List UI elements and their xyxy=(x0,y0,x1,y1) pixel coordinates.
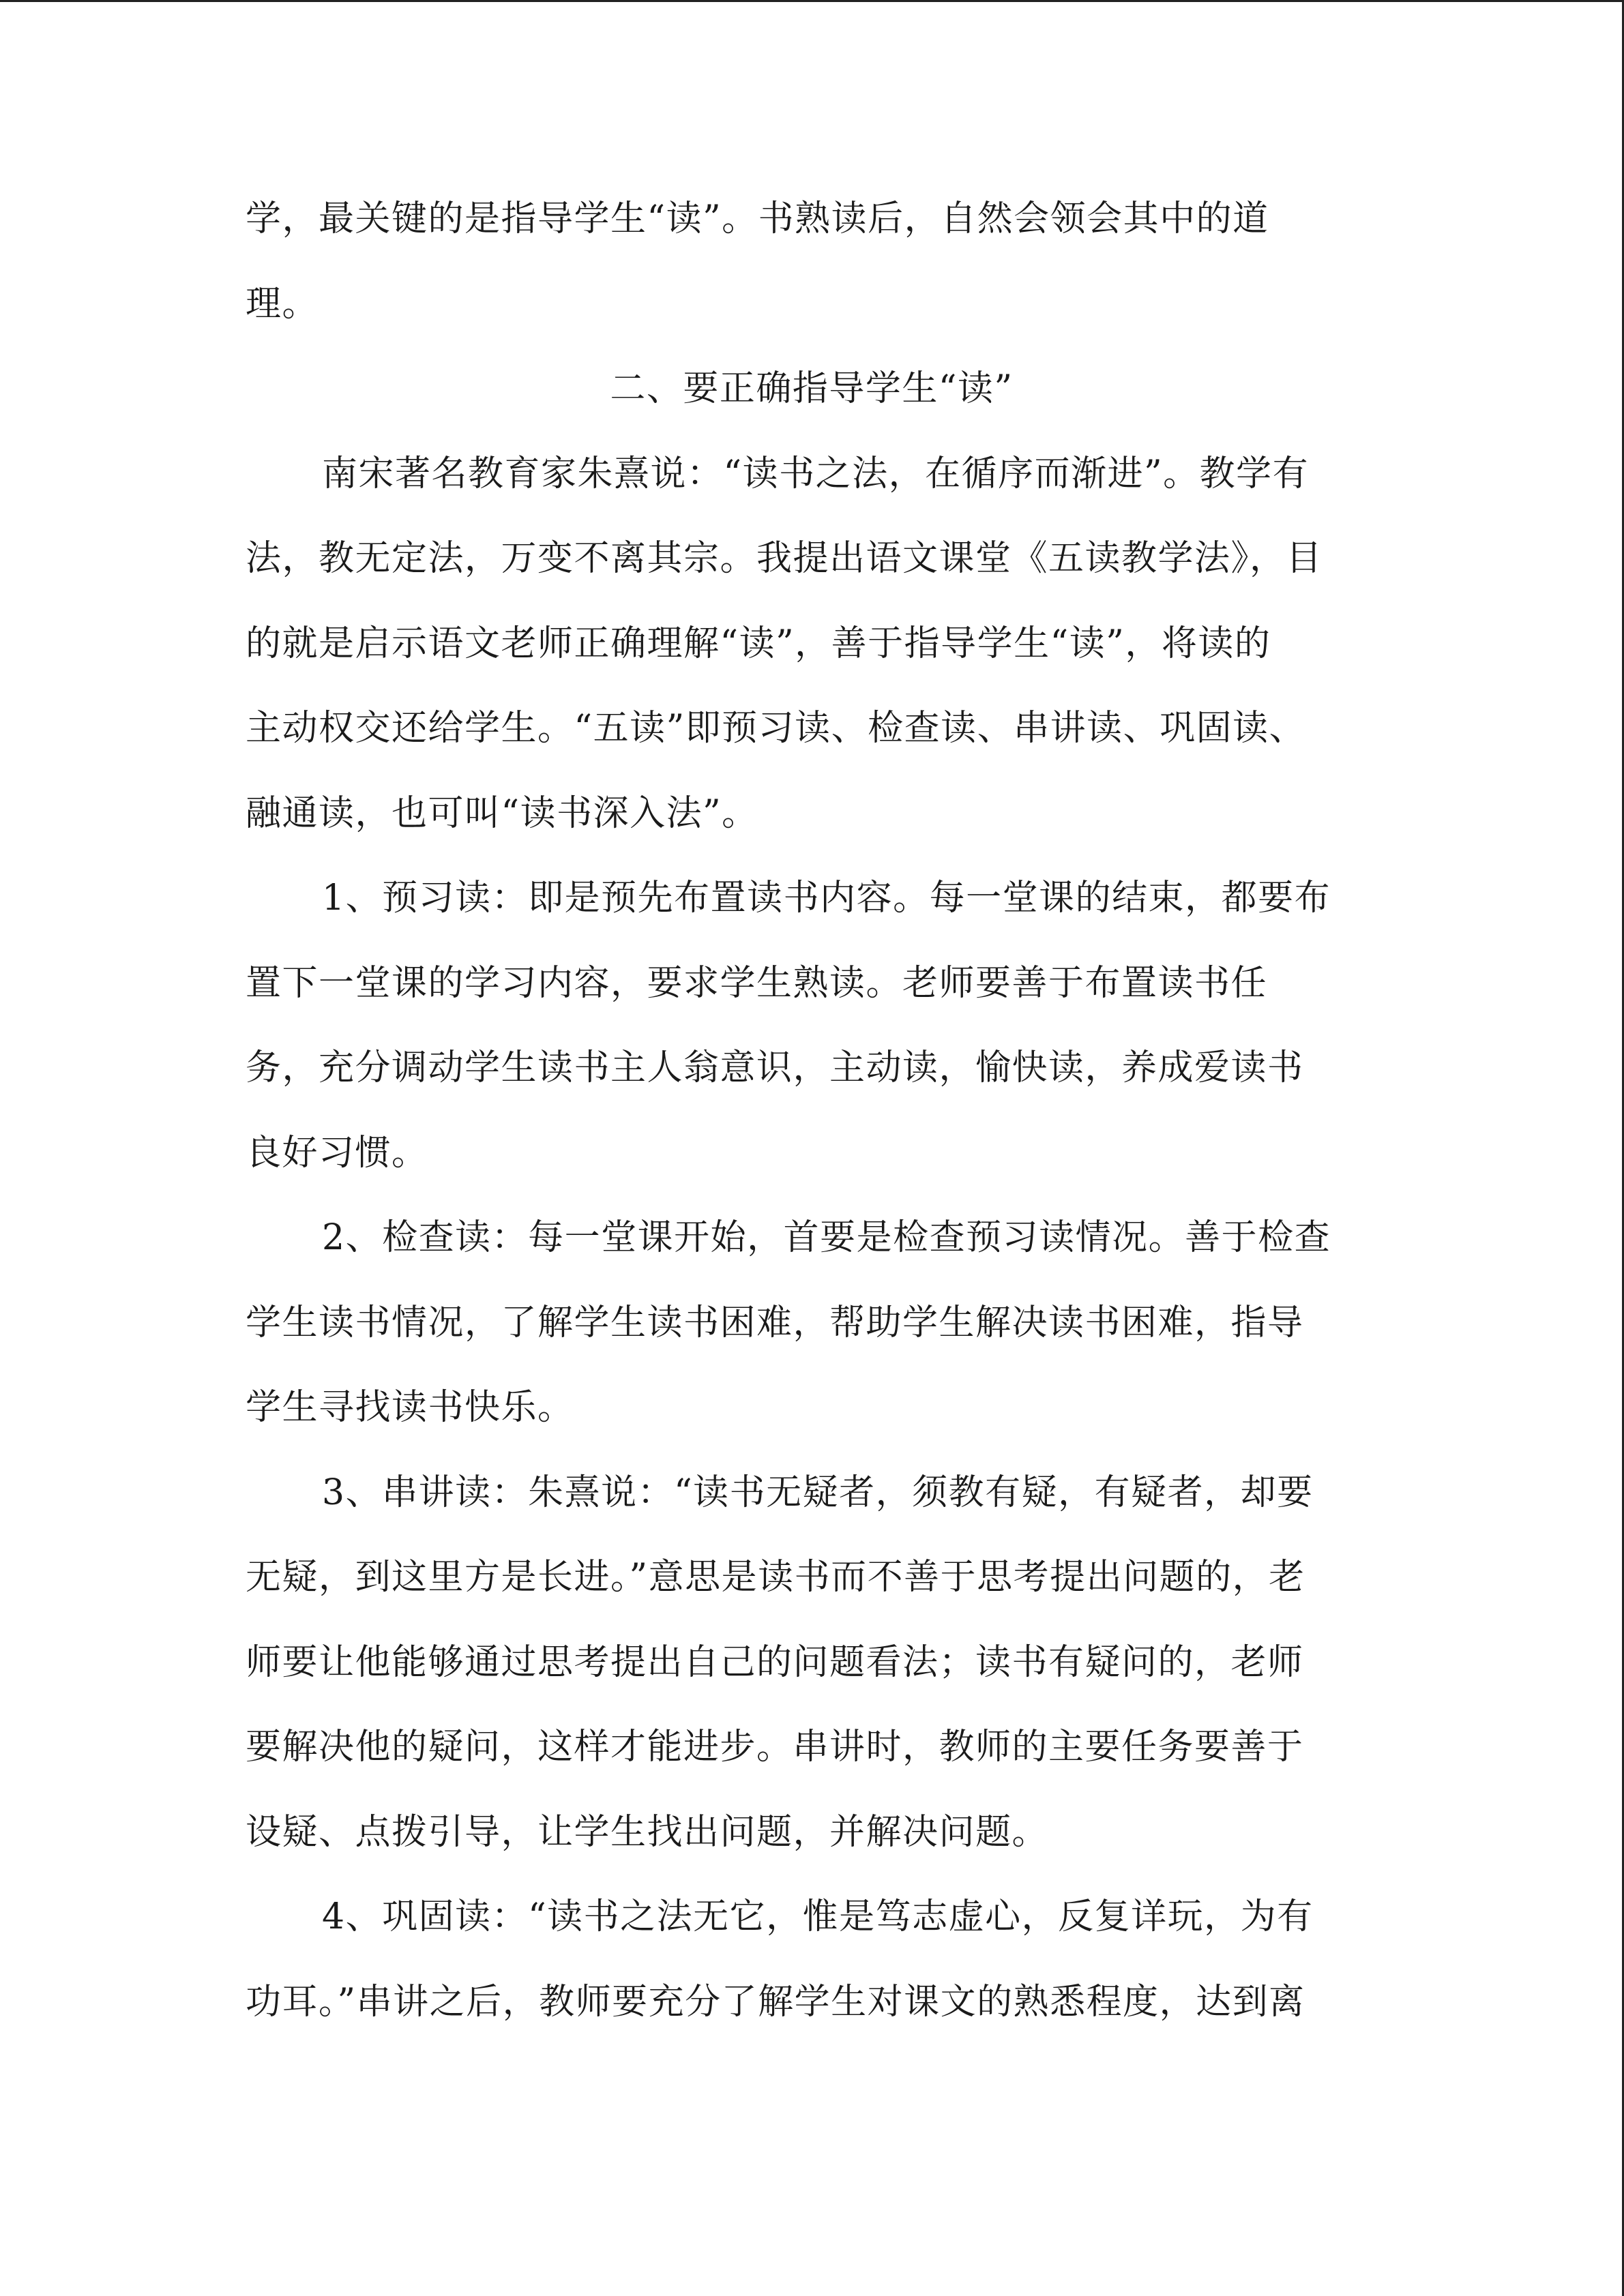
text-line: 置下一堂课的学习内容，要求学生熟读。老师要善于布置读书任 xyxy=(246,962,1268,1004)
text-line: 设疑、点拨引导，让学生找出问题，并解决问题。 xyxy=(246,1811,1049,1853)
text-line: 功耳。”串讲之后，教师要充分了解学生对课文的熟悉程度，达到离 xyxy=(246,1981,1305,2023)
text-line: 融通读，也可叫“读书深入法”。 xyxy=(246,792,758,834)
text-line: 主动权交还给学生。“五读”即预习读、检查读、串讲读、巩固读、 xyxy=(246,708,1306,749)
text-line: 要解决他的疑问，这样才能进步。串讲时，教师的主要任务要善于 xyxy=(246,1727,1304,1768)
text-line: 1、预习读：即是预先布置读书内容。每一堂课的结束，都要布 xyxy=(322,878,1331,919)
text-line: 2、检查读：每一堂课开始，首要是检查预习读情况。善于检查 xyxy=(322,1217,1331,1258)
text-line: 的就是启示语文老师正确理解“读”，善于指导学生“读”，将读的 xyxy=(246,623,1271,664)
text-line: 师要让他能够通过思考提出自己的问题看法；读书有疑问的，老师 xyxy=(246,1641,1304,1683)
section-heading: 二、要正确指导学生“读” xyxy=(610,368,1014,409)
text-line: 法，教无定法，万变不离其宗。我提出语文课堂《五读教学法》，目 xyxy=(246,538,1323,579)
text-line: 理。 xyxy=(246,283,319,325)
page-top-border xyxy=(0,0,1624,2)
text-line: 学生寻找读书快乐。 xyxy=(246,1387,574,1428)
text-line: 学生读书情况，了解学生读书困难，帮助学生解决读书困难，指导 xyxy=(246,1302,1304,1343)
document-page xyxy=(246,198,1378,2066)
text-line: 无疑，到这里方是长进。”意思是读书而不善于思考提出问题的，老 xyxy=(246,1557,1305,1598)
text-line: 务，充分调动学生读书主人翁意识，主动读，愉快读，养成爱读书 xyxy=(246,1047,1304,1088)
text-line: 南宋著名教育家朱熹说：“读书之法，在循序而渐进”。教学有 xyxy=(322,453,1310,494)
text-line: 3、串讲读：朱熹说：“读书无疑者，须教有疑，有疑者，却要 xyxy=(322,1472,1314,1513)
text-line: 4、巩固读：“读书之法无它，惟是笃志虚心，反复详玩，为有 xyxy=(322,1896,1314,1937)
text-line: 学，最关键的是指导学生“读”。书熟读后，自然会领会其中的道 xyxy=(246,198,1269,239)
text-line: 良好习惯。 xyxy=(246,1132,428,1174)
